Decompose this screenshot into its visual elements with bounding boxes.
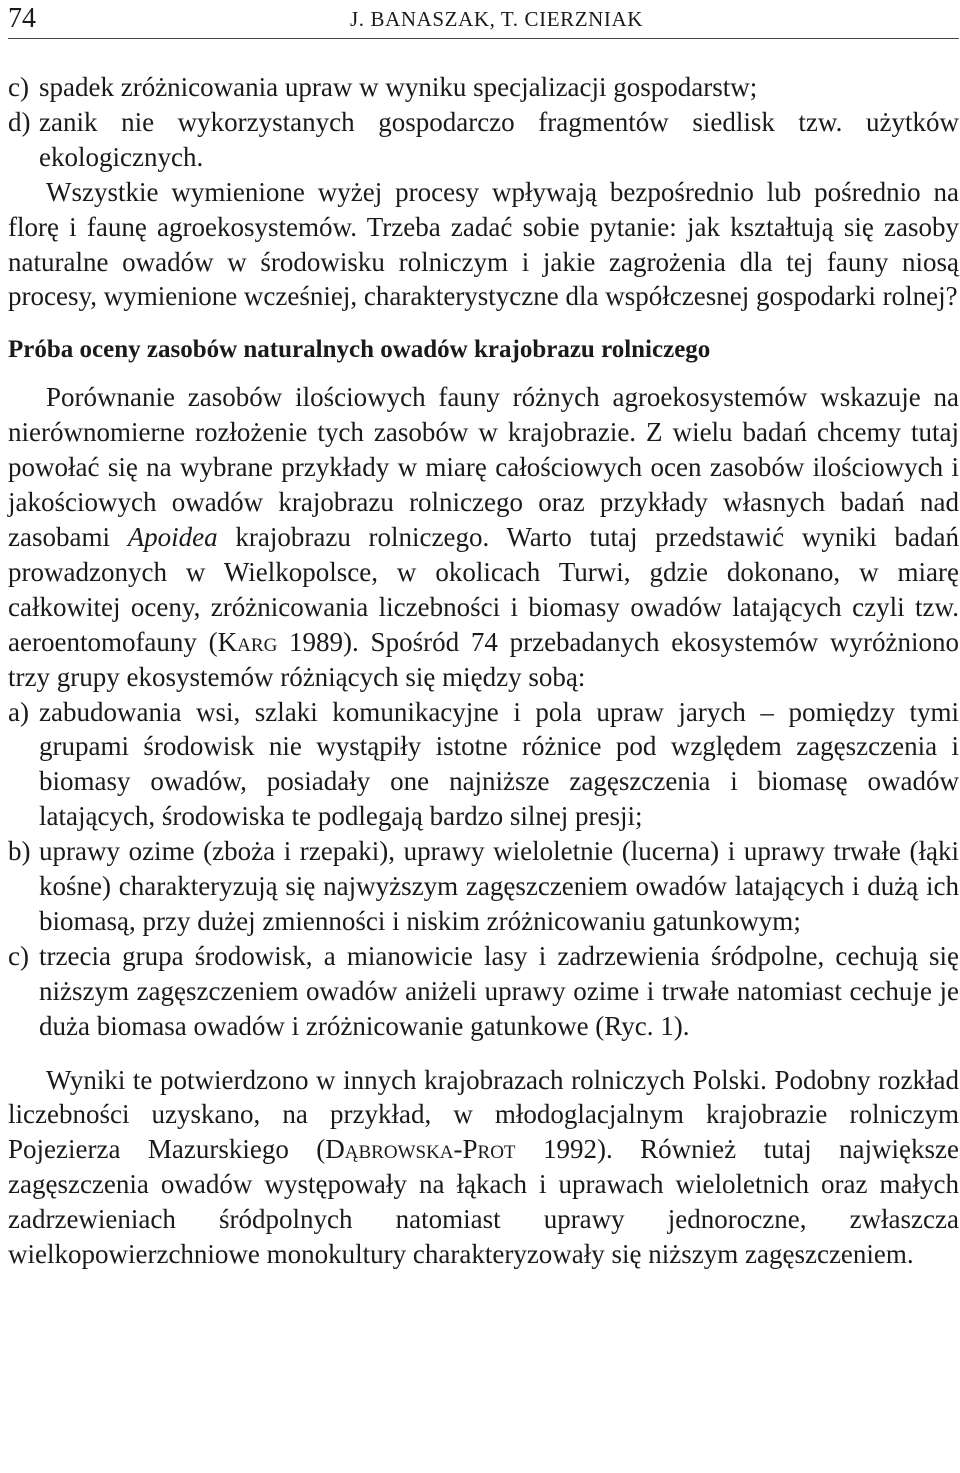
list-item-text: spadek zróżnicowania upraw w wyniku specjalizacji gospodarstw; xyxy=(39,72,758,102)
list-marker: b) xyxy=(8,836,31,867)
list-item-text: zabudowania wsi, szlaki komunikacyjne i pola upraw jarych – pomiędzy tymi grupami środowisk nie wystąpiły istotne różnice pod względem zagęszczenia i biomasy owadów, posiadały one najniższe zagęszczenia i biomasę owadów latających, środowiska te podlegają bardzo silnej presji; xyxy=(39,696,959,832)
list-item xyxy=(8,105,959,175)
list-item-text: trzecia grupa środowisk, a mianowicie lasy i zadrzewienia śródpolne, cechują się niższym zagęszczeniem owadów aniżeli uprawy ozime i trwałe natomiast cechuje je duża biomasa owadów i zróżnicowanie gatunkowe (Ryc. 1). xyxy=(39,940,959,1041)
list-item xyxy=(8,939,959,1044)
taxon-name: Apoidea xyxy=(127,521,218,552)
paragraph-text: 1989). Spośród 74 przebadanych ekosystemów wyróżniono trzy grupy ekosystemów różniących się między sobą: xyxy=(8,626,959,692)
list-marker: c) xyxy=(8,940,29,971)
running-head: J. BANASZAK, T. CIERZNIAK xyxy=(350,7,644,31)
paragraph-gap xyxy=(8,1044,959,1063)
citation-author: Dąbrowska-Prot xyxy=(325,1134,516,1165)
list-item-text: zanik nie wykorzystanych gospodarczo fragmentów siedlisk tzw. użytków ekologicznych. xyxy=(39,106,959,172)
section-heading: Próba oceny zasobów naturalnych owadów krajobrazu rolniczego xyxy=(8,336,711,364)
page-number: 74 xyxy=(8,3,36,34)
list-item-text: uprawy ozime (zboża i rzepaki), uprawy wieloletnie (lucerna) i uprawy trwałe (łąki kośne) charakteryzują się najwyższym zagęszczeniem owadów latających i dużą ich biomasą, przy dużej zmienności i niskim zróżnicowaniu gatunkowym; xyxy=(39,836,959,936)
document-page xyxy=(8,0,959,38)
list-item xyxy=(8,70,959,105)
body xyxy=(8,70,959,1272)
page-header xyxy=(8,0,959,38)
list-item xyxy=(8,695,959,835)
list-marker: d) xyxy=(8,106,31,137)
paragraph-text: Porównanie zasobów ilościowych fauny różnych agroekosystemów wskazuje na nierównomierne rozłożenie tych zasobów w krajobrazie. Z wielu badań chcemy tutaj powołać się na wybrane przykłady w miarę całościowych ocen zasobów ilościowych i jakościowych owadów krajobrazu rolniczego oraz przykłady własnych badań nad zasobami xyxy=(8,382,959,552)
paragraph-text: Wyniki te potwierdzono w innych krajobrazach rolniczych Polski. Podobny rozkład liczebności uzyskano, na przykład, w młodoglacjalnym krajobrazie rolniczym Pojezierza Mazurskiego ( xyxy=(8,1064,959,1165)
list-marker: a) xyxy=(8,696,29,727)
header-rule xyxy=(8,38,959,39)
paragraph xyxy=(8,1063,959,1272)
paragraph-text: 1992). Również tutaj największe zagęszczenia owadów występowały na łąkach i uprawach wieloletnich oraz małych zadrzewieniach śródpolnych natomiast uprawy jednoroczne, zwłaszcza wielkopowierzchniowe monokultury charakteryzowały się niższym zagęszczeniem. xyxy=(8,1134,959,1270)
list-item xyxy=(8,834,959,939)
paragraph: Wszystkie wymienione wyżej procesy wpływają bezpośrednio lub pośrednio na florę i faunę agroekosystemów. Trzeba zadać sobie pytanie: jak kształtują się zasoby naturalne owadów w środowisku rolniczym i jakie zagrożenia dla tej fauny niosą procesy, wymienione wcześniej, charakterystyczne dla współczesnej gospodarki rolnej? xyxy=(8,176,959,312)
list-marker: c) xyxy=(8,72,29,102)
body-text xyxy=(8,70,959,1272)
paragraph xyxy=(8,380,959,694)
citation-author: Karg xyxy=(217,626,278,657)
paragraph-text: krajobrazu rolniczego. Warto tutaj przedstawić wyniki badań prowadzonych w Wielkopolsce, w okolicach Turwi, gdzie dokonano, w miarę całkowitej oceny, zróżnicowania liczebności i biomasy owadów latających czyli tzw. aeroentomofauny ( xyxy=(8,521,959,657)
